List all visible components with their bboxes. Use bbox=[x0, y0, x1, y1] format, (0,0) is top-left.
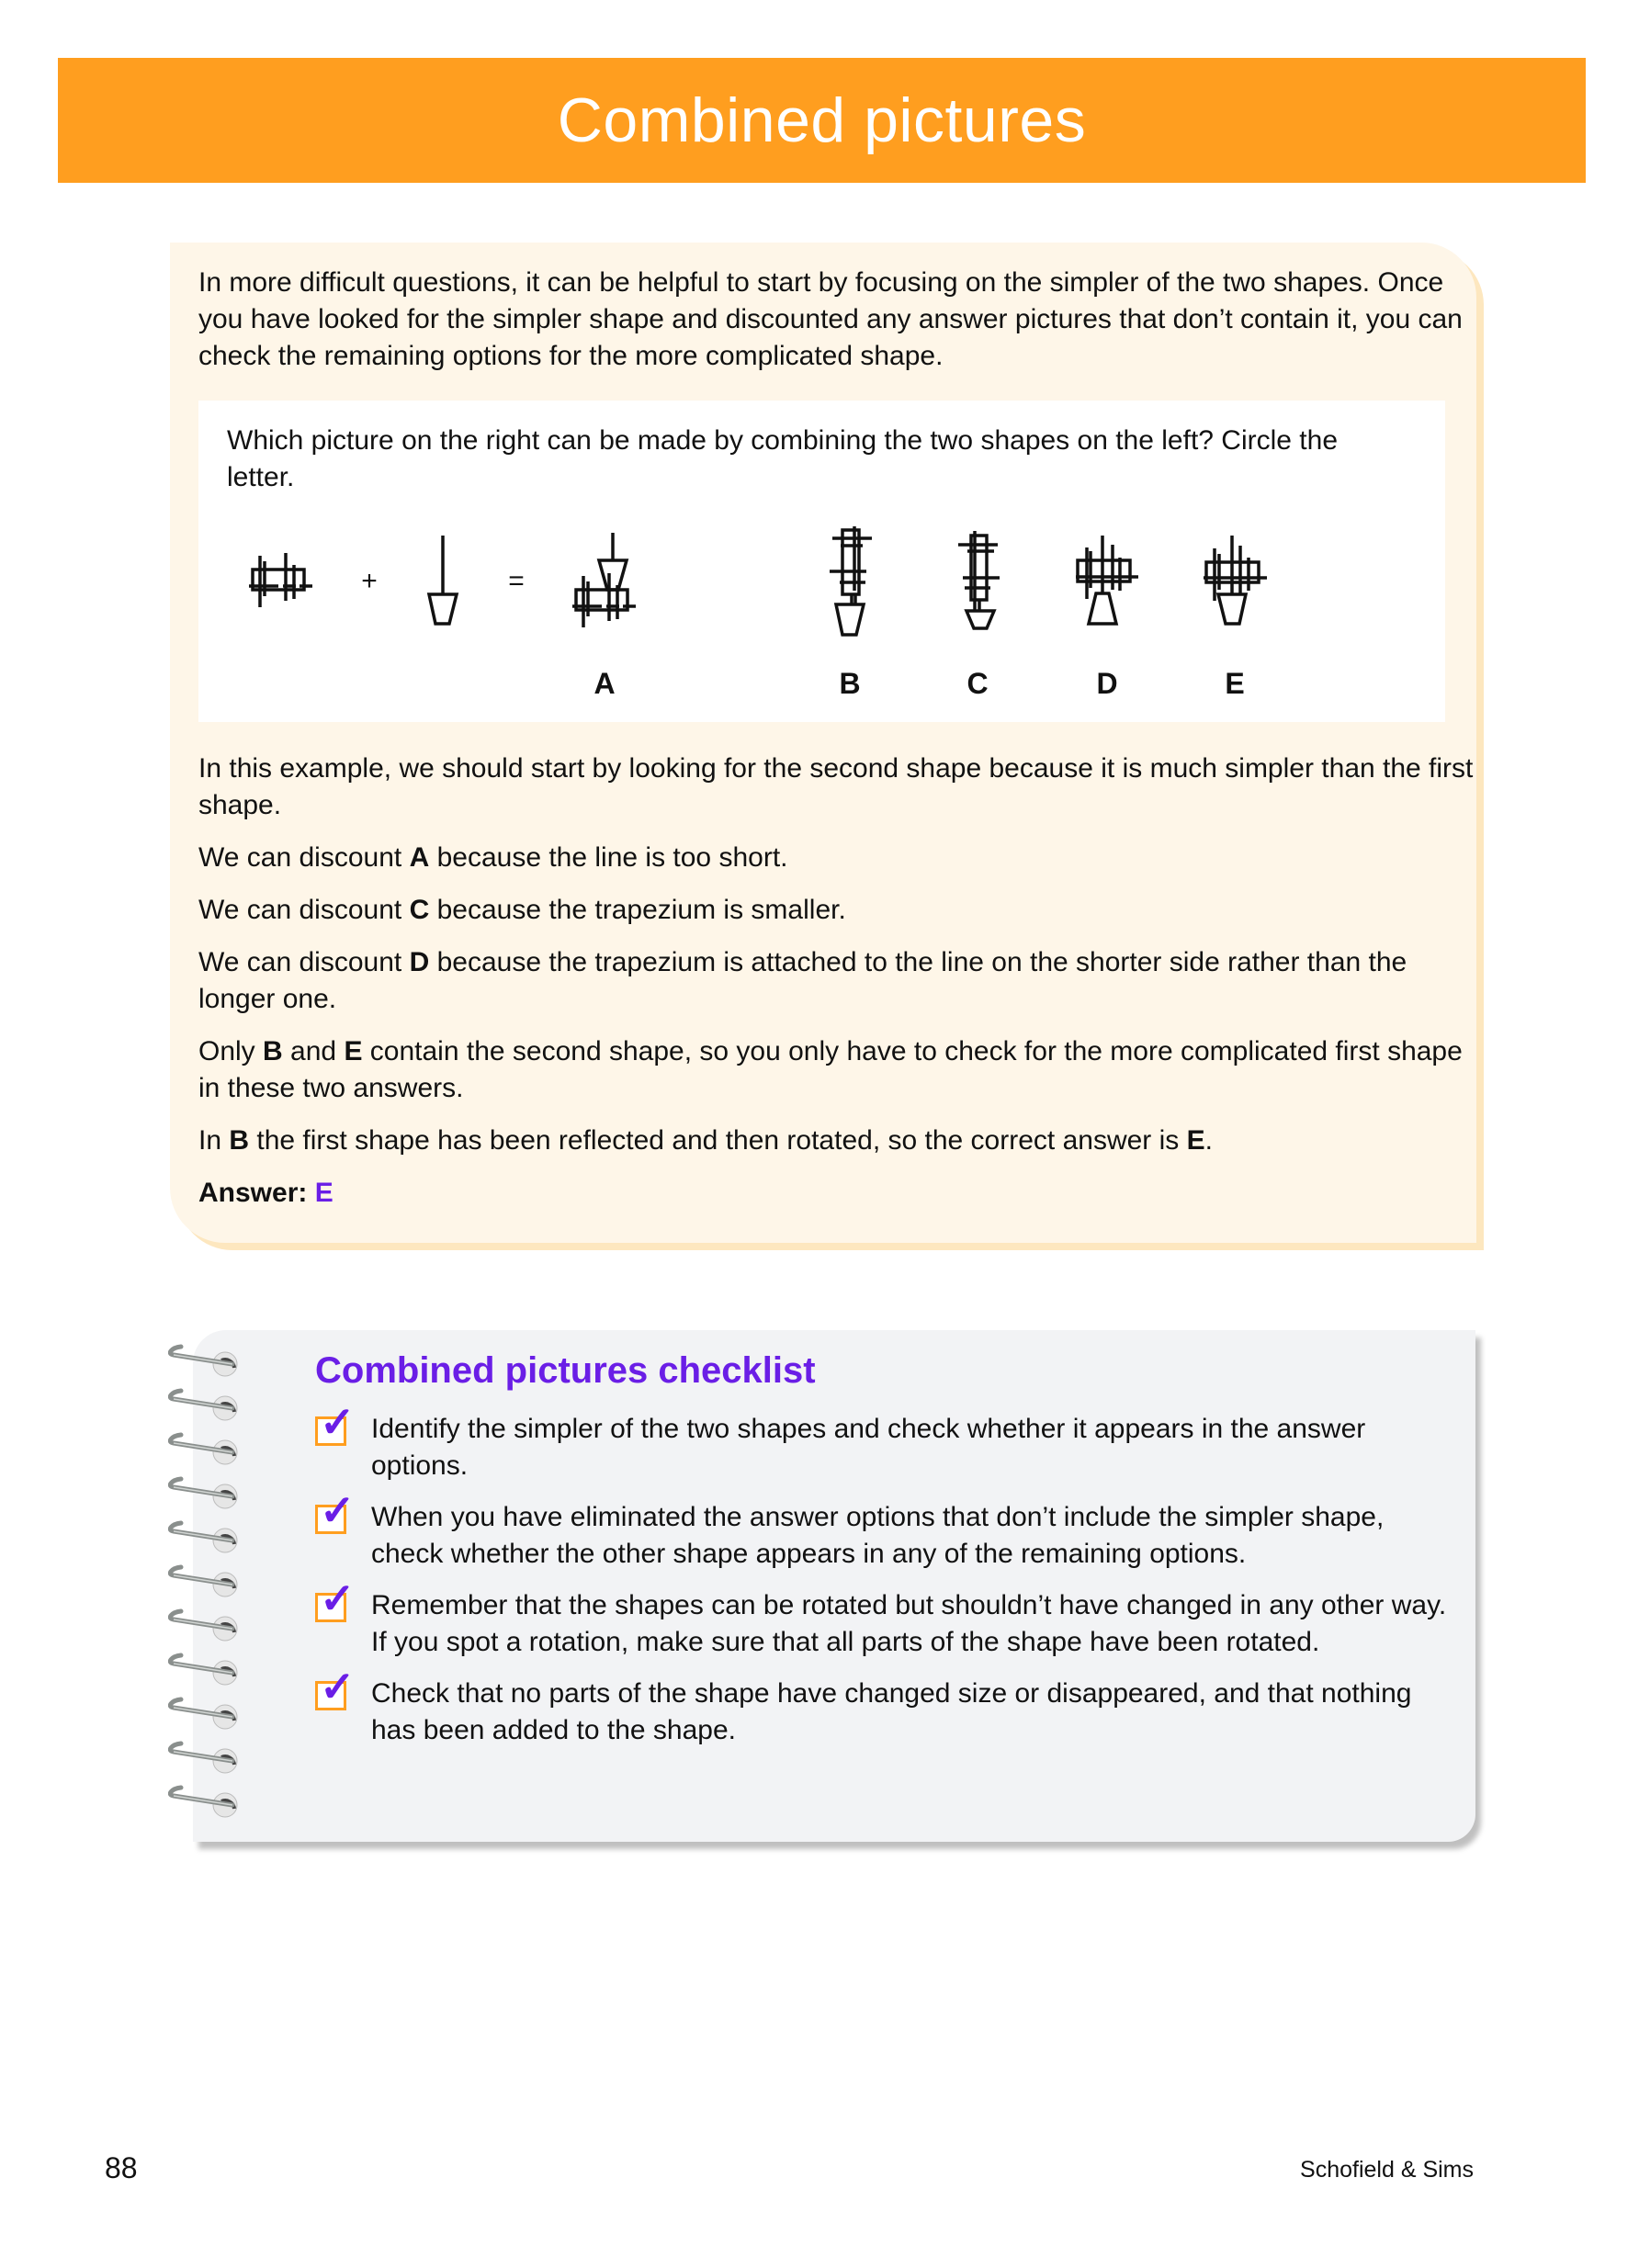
explanation-line: In this example, we should start by looking for the second shape because it is much simpler than the first shape. bbox=[198, 753, 1474, 820]
option-c-shape[interactable] bbox=[958, 531, 1000, 628]
checklist-item: ✓ When you have eliminated the answer options that don’t include the simpler shape, check whether the other shape appears in any of the remaining options. bbox=[315, 1499, 1454, 1573]
answer-line: Answer: E bbox=[198, 1178, 333, 1208]
option-label-e[interactable]: E bbox=[1225, 667, 1245, 700]
publisher: Schofield & Sims bbox=[1300, 2157, 1474, 2183]
page-title: Combined pictures bbox=[557, 85, 1087, 155]
answer-value: E bbox=[314, 1178, 333, 1208]
explanation bbox=[198, 750, 1475, 1227]
checkbox-checked-icon: ✓ bbox=[315, 1681, 346, 1710]
first-shape bbox=[249, 553, 312, 607]
spiral-ring-icon bbox=[168, 1653, 243, 1689]
plus-sign: + bbox=[361, 566, 378, 596]
spiral-ring-icon bbox=[168, 1785, 243, 1822]
checklist-title: Combined pictures checklist bbox=[315, 1350, 816, 1391]
checklist-item: ✓ Remember that the shapes can be rotated but shouldn’t have changed in any other way. If you spot a rotation, make sure that all parts of the shape have been rotated. bbox=[315, 1587, 1454, 1661]
option-d-shape[interactable] bbox=[1076, 536, 1138, 624]
spiral-ring-icon bbox=[168, 1564, 243, 1601]
option-a-shape[interactable] bbox=[572, 533, 636, 627]
second-shape bbox=[429, 536, 457, 624]
page-header bbox=[58, 58, 1586, 183]
option-label-c[interactable]: C bbox=[966, 667, 989, 700]
option-e-shape[interactable] bbox=[1204, 536, 1267, 624]
intro-text: In more difficult questions, it can be helpful to start by focusing on the simpler of the two shapes. Once you have looked for the simpler shape and discounted any answer pictures that don’t contain it, you can check the remaining options for the more complicated shape. bbox=[198, 267, 1463, 371]
explanation-line: We can discount A because the line is too short. bbox=[198, 842, 788, 873]
checkbox-checked-icon: ✓ bbox=[315, 1593, 346, 1622]
option-b-shape[interactable] bbox=[830, 526, 872, 635]
option-label-a[interactable]: A bbox=[593, 667, 616, 700]
checklist-panel bbox=[193, 1330, 1475, 1842]
example-panel bbox=[170, 243, 1476, 1243]
option-label-b[interactable]: B bbox=[839, 667, 861, 700]
checklist-item: ✓ Identify the simpler of the two shapes and check whether it appears in the answer options. bbox=[315, 1411, 1454, 1484]
spiral-ring-icon bbox=[168, 1344, 243, 1381]
spiral-ring-icon bbox=[168, 1432, 243, 1469]
equals-sign: = bbox=[508, 566, 525, 596]
spiral-ring-icon bbox=[168, 1388, 243, 1425]
explanation-line: We can discount C because the trapezium is smaller. bbox=[198, 895, 846, 925]
spiral-ring-icon bbox=[168, 1476, 243, 1513]
explanation-line: Only B and E contain the second shape, so you only have to check for the more complicated first shape in these two answers. bbox=[198, 1036, 1463, 1103]
page-number: 88 bbox=[105, 2151, 138, 2184]
explanation-line: We can discount D because the trapezium is attached to the line on the shorter side rather than the longer one. bbox=[198, 947, 1407, 1014]
explanation-line: In B the first shape has been reflected and then rotated, so the correct answer is E. bbox=[198, 1125, 1213, 1156]
question-text: Which picture on the right can be made by combining the two shapes on the left? Circle the letter. bbox=[227, 425, 1339, 492]
checkbox-checked-icon: ✓ bbox=[315, 1416, 346, 1446]
checklist-item: ✓ Check that no parts of the shape have changed size or disappeared, and that nothing has been added to the shape. bbox=[315, 1676, 1454, 1749]
spiral-ring-icon bbox=[168, 1608, 243, 1645]
checkbox-checked-icon: ✓ bbox=[315, 1505, 346, 1534]
option-label-d[interactable]: D bbox=[1096, 667, 1118, 700]
spiral-ring-icon bbox=[168, 1520, 243, 1557]
shapes-figure bbox=[239, 514, 1433, 643]
spiral-ring-icon bbox=[168, 1741, 243, 1777]
spiral-ring-icon bbox=[168, 1697, 243, 1733]
